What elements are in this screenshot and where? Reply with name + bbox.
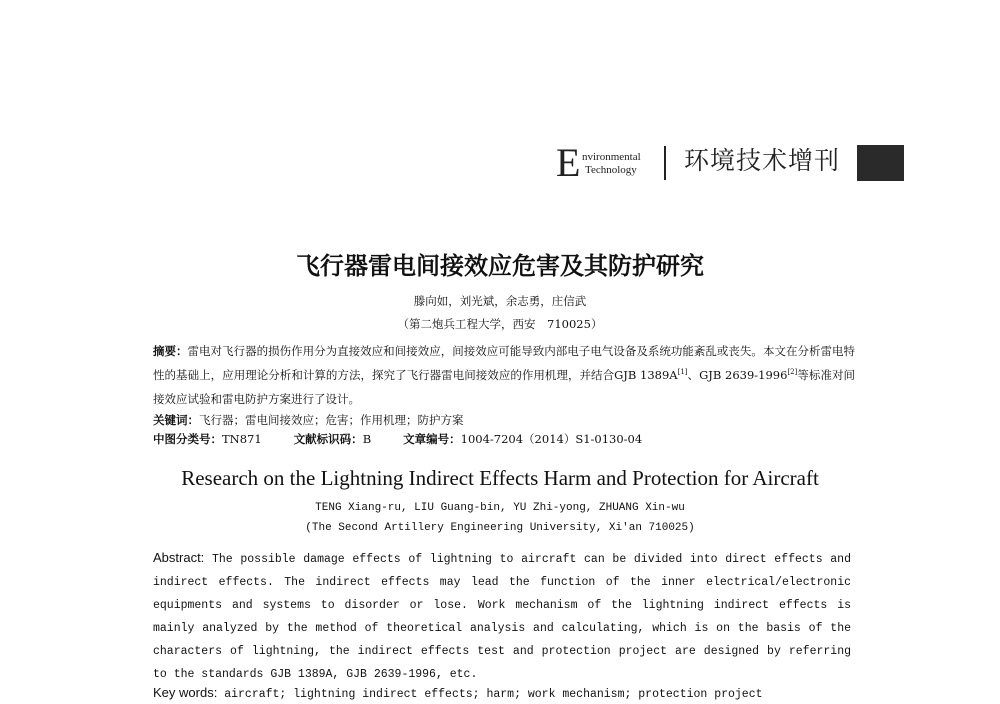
article-no-label: 文章编号： — [403, 432, 461, 446]
doc-code-label: 文献标识码： — [293, 432, 363, 446]
keywords-cn-label: 关键词： — [153, 413, 199, 427]
journal-logo-word-technology: Technology — [585, 164, 637, 176]
keywords-cn — [153, 411, 464, 429]
journal-name: 环境技术增刊 — [684, 146, 841, 175]
abstract-cn-label: 摘要： — [153, 344, 188, 358]
affiliation-cn: （第二炮兵工程大学，西安 710025） — [397, 317, 603, 331]
abstract-cn-text-2: 、GJB 2639-1996 — [687, 368, 788, 382]
keywords-en-text: aircraft; lightning indirect effects; harm; work mechanism; protection project — [224, 688, 763, 701]
abstract-en-text: The possible damage effects of lightning to aircraft can be divided into direct effects and indirect effects. The indirect effects may lead the function of the inner electrical/electronic equipments and systems to disorder or lose. Work mechanism of the lightning indirect effects is mainly analyzed by the method of theoretical analysis and calculating, which is on the basis of the characters of lightning, the indirect effects test and protection project are designed by referring to the standards GJB 1389A, GJB 2639-1996, etc. — [153, 553, 851, 681]
clc-value: TN871 — [222, 432, 262, 446]
abstract-cn — [153, 339, 855, 411]
header-divider — [664, 146, 666, 180]
abstract-cn-text-3: 等标准对间接效应试验和雷电防护方案进行了设计。 — [153, 368, 855, 406]
clc-label: 中图分类号： — [153, 432, 222, 446]
paper-title-en: Research on the Lightning Indirect Effects Harm and Protection for Aircraft — [181, 466, 819, 490]
journal-logo-text — [582, 151, 641, 177]
doc-code-value: B — [362, 432, 372, 446]
abstract-en-label: Abstract: — [153, 550, 205, 565]
journal-logo-word-environmental: nvironmental — [582, 151, 641, 163]
keywords-en — [153, 684, 763, 704]
affiliation-en: (The Second Artillery Engineering University, Xi'an 710025) — [305, 522, 695, 534]
reference-1: [1] — [677, 368, 688, 377]
authors-en: TENG Xiang-ru, LIU Guang-bin, YU Zhi-yong, ZHUANG Xin-wu — [315, 502, 685, 514]
article-no-value: 1004-7204（2014）S1-0130-04 — [460, 432, 643, 446]
reference-2: [2] — [787, 368, 798, 377]
classification-line — [153, 430, 642, 448]
keywords-en-label: Key words: — [153, 685, 218, 700]
header-corner-block — [857, 145, 904, 181]
keywords-cn-text: 飞行器；雷电间接效应；危害；作用机理；防护方案 — [199, 413, 464, 427]
abstract-cn-text-1: 雷电对飞行器的损伤作用分为直接效应和间接效应，间接效应可能导致内部电子电气设备及系统功能紊乱或丧失。本文在分析雷电特性的基础上，应用理论分析和计算的方法，探究了飞行器雷电间接效应的作用机理，并结合GJB 1389A — [153, 344, 855, 382]
paper-title-cn: 飞行器雷电间接效应危害及其防护研究 — [296, 251, 704, 280]
journal-logo-letter: E — [556, 140, 581, 185]
abstract-en — [153, 546, 851, 686]
authors-cn: 滕向如，刘光斌，余志勇，庄信武 — [413, 294, 587, 308]
